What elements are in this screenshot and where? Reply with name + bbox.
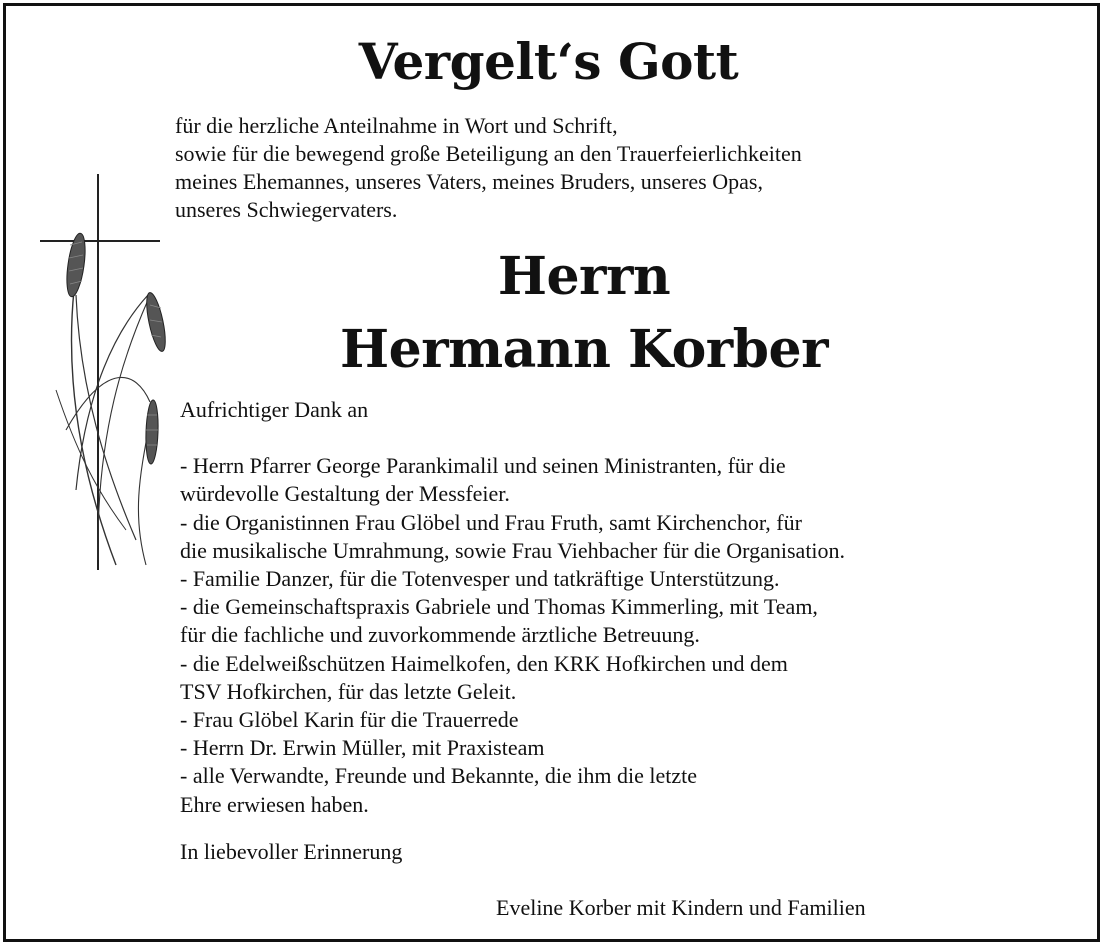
thanks-line: würdevolle Gestaltung der Messfeier. [180,481,510,507]
deceased-salutation: Herrn [497,246,671,307]
signature: Eveline Korber mit Kindern und Familien [496,895,866,920]
thanks-line: - Herrn Dr. Erwin Müller, mit Praxisteam [180,735,545,761]
intro-line: sowie für die bewegend große Beteiligung an den Trauerfeierlichkeiten [175,141,802,166]
thanks-line: - die Organistinnen Frau Glöbel und Frau Fruth, samt Kirchenchor, für [180,509,802,535]
closing-text: In liebevoller Erinnerung [180,839,403,864]
intro-line: für die herzliche Anteilnahme in Wort und Schrift, [175,113,618,138]
thanks-line: - Herrn Pfarrer George Parankimalil und seinen Ministranten, für die [180,453,786,479]
thanks-line: Aufrichtiger Dank an [180,397,369,422]
thanks-line: - Frau Glöbel Karin für die Trauerrede [180,707,519,733]
thanks-list [180,396,1080,819]
thanks-line: - die Gemeinschaftspraxis Gabriele und Thomas Kimmerling, mit Team, [180,594,818,620]
intro-line: meines Ehemannes, unseres Vaters, meines Bruders, unseres Opas, [175,169,763,194]
page-title: Vergelt‘s Gott [358,32,739,91]
intro-line: unseres Schwiegervaters. [175,197,398,222]
thanks-line: die musikalische Umrahmung, sowie Frau Viehbacher für die Organisation. [180,537,846,563]
thanks-line: Ehre erwiesen haben. [180,791,369,817]
thanks-line: - die Edelweißschützen Haimelkofen, den KRK Hofkirchen und dem [180,650,788,676]
intro-text [175,112,1075,224]
thanks-line: - alle Verwandte, Freunde und Bekannte, die ihm die letzte [180,763,698,789]
thanks-line: für die fachliche und zuvorkommende ärztliche Betreuung. [180,622,700,648]
thanks-line [180,424,1080,452]
deceased-name: Hermann Korber [339,319,828,380]
thanks-line: - Familie Danzer, für die Totenvesper und tatkräftige Unterstützung. [180,566,780,592]
thanks-line: TSV Hofkirchen, für das letzte Geleit. [180,678,517,704]
